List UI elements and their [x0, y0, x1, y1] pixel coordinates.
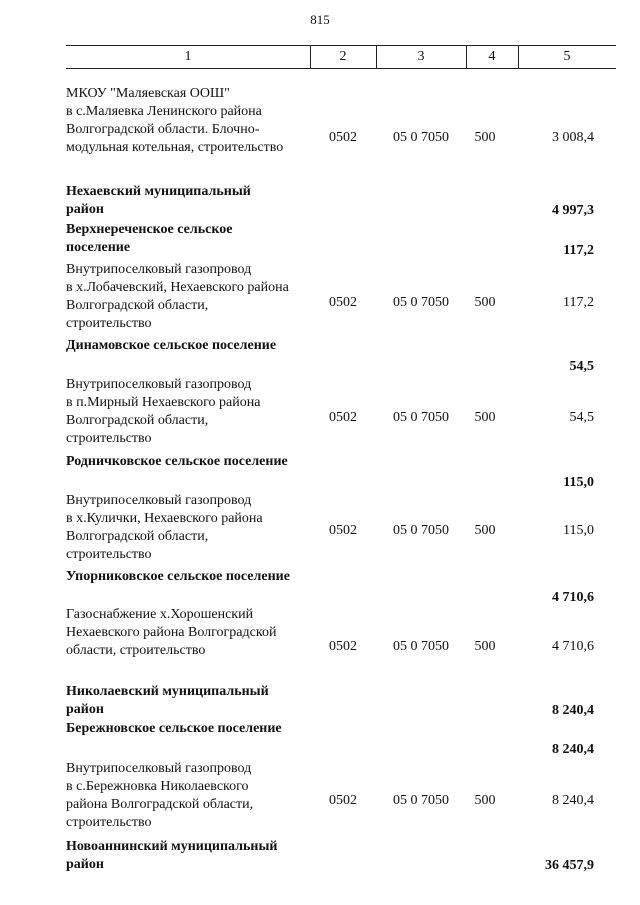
row-name-line: Волгоградской области, — [66, 298, 209, 313]
section-code: 0502 — [329, 410, 357, 425]
row-name-line: Верхнереченское сельское — [66, 222, 233, 237]
section-code: 0502 — [329, 295, 357, 310]
row-name-line: Волгоградской области, — [66, 529, 209, 544]
row-name-line: Упорниковское сельское поселение — [66, 569, 290, 584]
amount: 36 457,9 — [545, 858, 594, 873]
row-name-line: Волгоградской области, — [66, 413, 209, 428]
expense-type-code: 500 — [474, 130, 496, 145]
amount: 115,0 — [563, 523, 594, 538]
header-col-1: 1 — [184, 49, 192, 64]
row-name — [66, 183, 316, 219]
row-name-line: строительство — [66, 547, 152, 562]
row-name — [66, 261, 316, 333]
row-name-line: строительство — [66, 431, 152, 446]
target-article-code: 05 0 7050 — [393, 410, 449, 425]
section-code: 0502 — [329, 523, 357, 538]
header-col-2: 2 — [339, 49, 347, 64]
row-name-line: области, строительство — [66, 643, 206, 658]
row-name — [66, 720, 316, 738]
row-name-line: район — [66, 202, 104, 217]
page-number: 815 — [310, 12, 330, 27]
target-article-code: 05 0 7050 — [393, 130, 449, 145]
row-name-line: Новоаннинский муниципальный — [66, 839, 278, 854]
row-name-line: модульная котельная, строительство — [66, 140, 284, 155]
amount: 4 710,6 — [552, 590, 594, 605]
row-name — [66, 838, 316, 874]
section-code: 0502 — [329, 639, 357, 654]
row-name — [66, 85, 316, 157]
amount: 117,2 — [563, 295, 594, 310]
row-name — [66, 221, 316, 257]
target-article-code: 05 0 7050 — [393, 793, 449, 808]
table-header — [66, 45, 616, 69]
row-name-line: район — [66, 857, 104, 872]
amount: 3 008,4 — [552, 130, 594, 145]
row-name — [66, 453, 316, 471]
row-name-line: в х.Кулички, Нехаевского района — [66, 511, 263, 526]
header-col-4: 4 — [488, 49, 496, 64]
row-name-line: Николаевский муниципальный — [66, 684, 269, 699]
row-name-line: Динамовское сельское поселение — [66, 338, 277, 353]
amount: 54,5 — [569, 410, 594, 425]
row-name-line: Внутрипоселковый газопровод — [66, 761, 252, 776]
row-name-line: района Волгоградской области, — [66, 797, 254, 812]
amount: 4 997,3 — [552, 203, 594, 218]
amount: 4 710,6 — [552, 639, 594, 654]
amount: 115,0 — [563, 475, 594, 490]
section-code: 0502 — [329, 793, 357, 808]
row-name — [66, 376, 316, 448]
amount: 8 240,4 — [552, 742, 594, 757]
row-name-line: поселение — [66, 240, 131, 255]
row-name-line: Родничковское сельское поселение — [66, 454, 288, 469]
amount: 54,5 — [569, 359, 594, 374]
row-name — [66, 492, 316, 564]
amount: 8 240,4 — [552, 703, 594, 718]
row-name-line: Волгоградской области. Блочно- — [66, 122, 260, 137]
section-code: 0502 — [329, 130, 357, 145]
row-name — [66, 760, 316, 832]
row-name-line: Нехаевский муниципальный — [66, 184, 251, 199]
row-name-line: Бережновское сельское поселение — [66, 721, 282, 736]
amount: 8 240,4 — [552, 793, 594, 808]
target-article-code: 05 0 7050 — [393, 639, 449, 654]
expense-type-code: 500 — [474, 410, 496, 425]
row-name-line: строительство — [66, 316, 152, 331]
row-name-line: МКОУ "Маляевская ООШ" — [66, 86, 230, 101]
row-name-line: в х.Лобачевский, Нехаевского района — [66, 280, 289, 295]
row-name-line: Газоснабжение х.Хорошенский — [66, 607, 254, 622]
expense-type-code: 500 — [474, 295, 496, 310]
row-name-line: в п.Мирный Нехаевского района — [66, 395, 261, 410]
row-name-line: Внутрипоселковый газопровод — [66, 493, 252, 508]
row-name-line: строительство — [66, 815, 152, 830]
expense-type-code: 500 — [474, 523, 496, 538]
row-name-line: район — [66, 702, 104, 717]
row-name — [66, 606, 316, 660]
target-article-code: 05 0 7050 — [393, 523, 449, 538]
expense-type-code: 500 — [474, 639, 496, 654]
amount: 117,2 — [563, 243, 594, 258]
row-name — [66, 568, 316, 586]
row-name-line: в с.Бережновка Николаевского — [66, 779, 249, 794]
header-col-3: 3 — [417, 49, 425, 64]
row-name-line: Внутрипоселковый газопровод — [66, 262, 252, 277]
row-name-line: Нехаевского района Волгоградской — [66, 625, 277, 640]
row-name-line: в с.Маляевка Ленинского района — [66, 104, 262, 119]
row-name-line: Внутрипоселковый газопровод — [66, 377, 252, 392]
target-article-code: 05 0 7050 — [393, 295, 449, 310]
header-col-5: 5 — [563, 49, 571, 64]
expense-type-code: 500 — [474, 793, 496, 808]
row-name — [66, 337, 316, 355]
row-name — [66, 683, 316, 719]
